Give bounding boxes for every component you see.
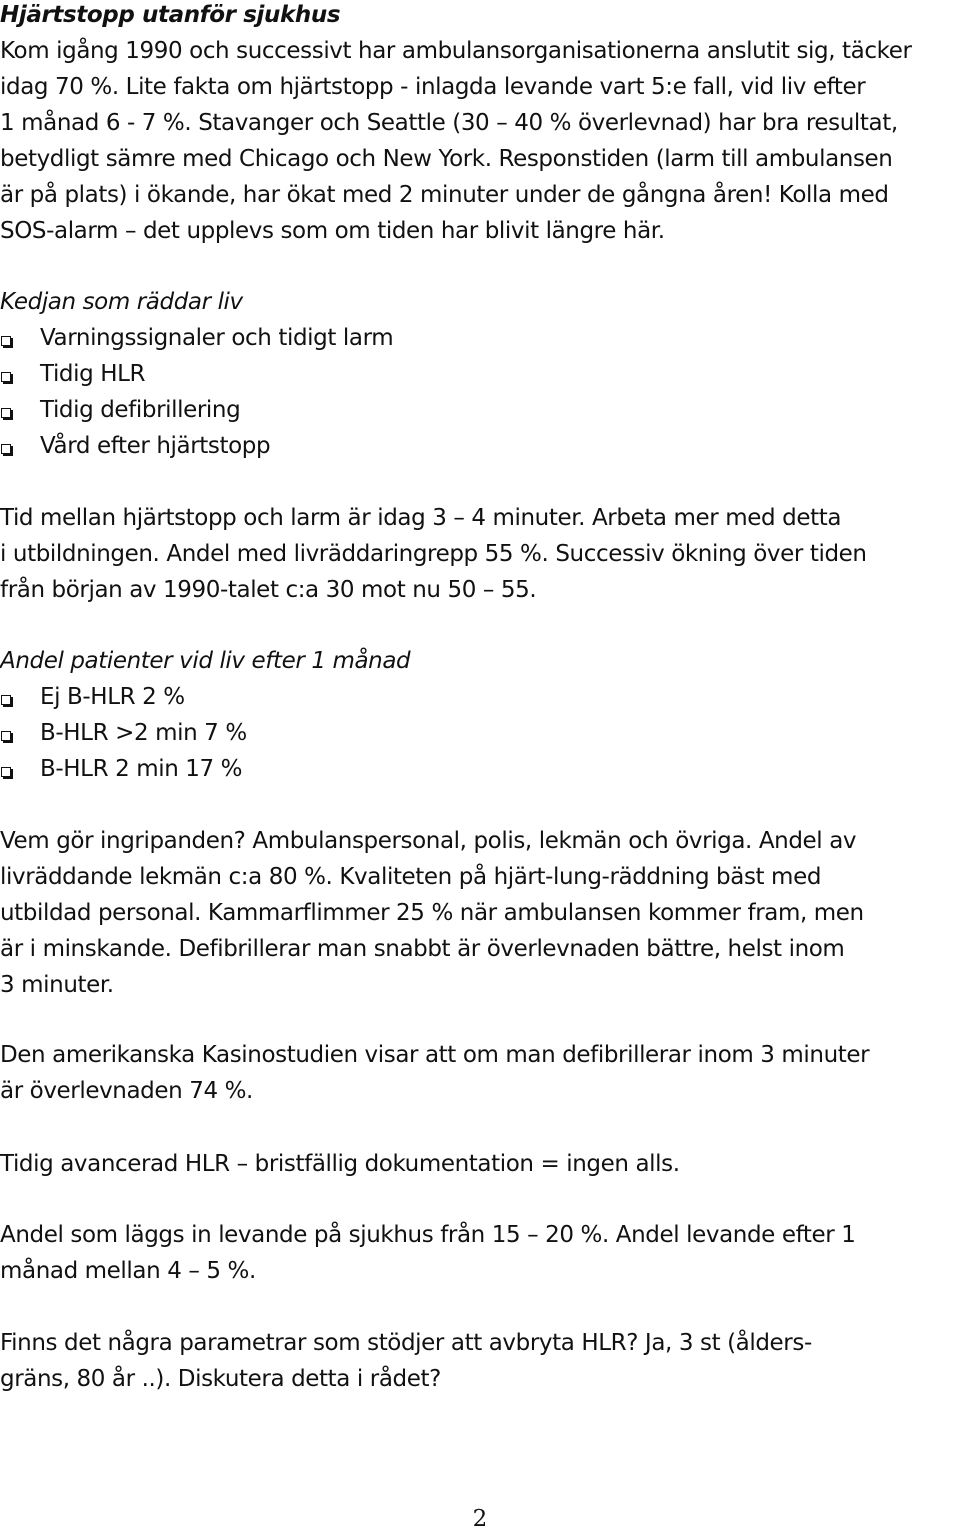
paragraph-line: utbildad personal. Kammarflimmer 25 % när ambulansen kommer fram, men	[0, 900, 864, 926]
list-item	[0, 428, 393, 464]
list-item-label: Varningssignaler och tidigt larm	[40, 325, 394, 351]
checkbox-bullet-icon	[1, 444, 11, 454]
paragraph-line: Andel som läggs in levande på sjukhus från 15 – 20 %. Andel levande efter 1	[0, 1222, 856, 1248]
paragraph-line: gräns, 80 år ..). Diskutera detta i rådet?	[0, 1366, 441, 1392]
paragraph-line: Tid mellan hjärtstopp och larm är idag 3 – 4 minuter. Arbeta mer med detta	[0, 505, 842, 531]
intro-line: 1 månad 6 - 7 %. Stavanger och Seattle (30 – 40 % överlevnad) har bra resultat,	[0, 110, 898, 136]
list-item-label: Ej B-HLR 2 %	[40, 684, 185, 710]
paragraph-line: från början av 1990-talet c:a 30 mot nu 50 – 55.	[0, 577, 537, 603]
list-item	[0, 356, 393, 392]
intro-line: betydligt sämre med Chicago och New York. Responstiden (larm till ambulansen	[0, 146, 893, 172]
list-item-label: B-HLR >2 min 7 %	[40, 720, 247, 746]
intro-line: idag 70 %. Lite fakta om hjärtstopp - inlagda levande vart 5:e fall, vid liv efter	[0, 74, 866, 100]
paragraph-line: Den amerikanska Kasinostudien visar att om man defibrillerar inom 3 minuter	[0, 1042, 870, 1068]
checkbox-bullet-icon	[1, 731, 11, 741]
paragraph-line: Finns det några parametrar som stödjer att avbryta HLR? Ja, 3 st (ålders-	[0, 1330, 812, 1356]
list-item	[0, 320, 393, 356]
list-item-label: Vård efter hjärtstopp	[40, 433, 271, 459]
list-item-label: Tidig defibrillering	[40, 397, 241, 423]
list-item	[0, 679, 410, 715]
survival-section	[0, 643, 410, 787]
paragraph-line: i utbildningen. Andel med livräddaringrepp 55 %. Successiv ökning över tiden	[0, 541, 867, 567]
chain-heading: Kedjan som räddar liv	[0, 289, 243, 315]
who-paragraph	[0, 823, 864, 1003]
intro-line: Kom igång 1990 och successivt har ambulansorganisationerna anslutit sig, täcker	[0, 38, 912, 64]
section-heading: Hjärtstopp utanför sjukhus	[0, 2, 341, 28]
paragraph-line: månad mellan 4 – 5 %.	[0, 1258, 256, 1284]
casino-paragraph	[0, 1037, 869, 1109]
checkbox-bullet-icon	[1, 372, 11, 382]
paragraph-line: är i minskande. Defibrillerar man snabbt är överlevnaden bättre, helst inom	[0, 936, 845, 962]
paragraph-line: är överlevnaden 74 %.	[0, 1078, 253, 1104]
params-paragraph	[0, 1325, 812, 1397]
list-item-label: B-HLR 2 min 17 %	[40, 756, 243, 782]
list-item	[0, 751, 410, 787]
page-number: 2	[472, 1506, 488, 1532]
checkbox-bullet-icon	[1, 695, 11, 705]
checkbox-bullet-icon	[1, 408, 11, 418]
list-item	[0, 392, 393, 428]
time-paragraph	[0, 500, 867, 608]
intro-line: är på plats) i ökande, har ökat med 2 minuter under de gångna åren! Kolla med	[0, 182, 889, 208]
checkbox-bullet-icon	[1, 336, 11, 346]
paragraph-line: Tidig avancerad HLR – bristfällig dokumentation = ingen alls.	[0, 1151, 680, 1177]
advanced-paragraph	[0, 1146, 680, 1182]
paragraph-line: livräddande lekmän c:a 80 %. Kvaliteten på hjärt-lung-räddning bäst med	[0, 864, 822, 890]
intro-section	[0, 0, 912, 249]
survival-heading: Andel patienter vid liv efter 1 månad	[0, 648, 411, 674]
paragraph-line: 3 minuter.	[0, 972, 114, 998]
checkbox-bullet-icon	[1, 767, 11, 777]
list-item	[0, 715, 410, 751]
intro-line: SOS-alarm – det upplevs som om tiden har blivit längre här.	[0, 218, 665, 244]
list-item-label: Tidig HLR	[40, 361, 146, 387]
paragraph-line: Vem gör ingripanden? Ambulanspersonal, polis, lekmän och övriga. Andel av	[0, 828, 857, 854]
chain-section	[0, 284, 393, 464]
hospital-paragraph	[0, 1217, 855, 1289]
